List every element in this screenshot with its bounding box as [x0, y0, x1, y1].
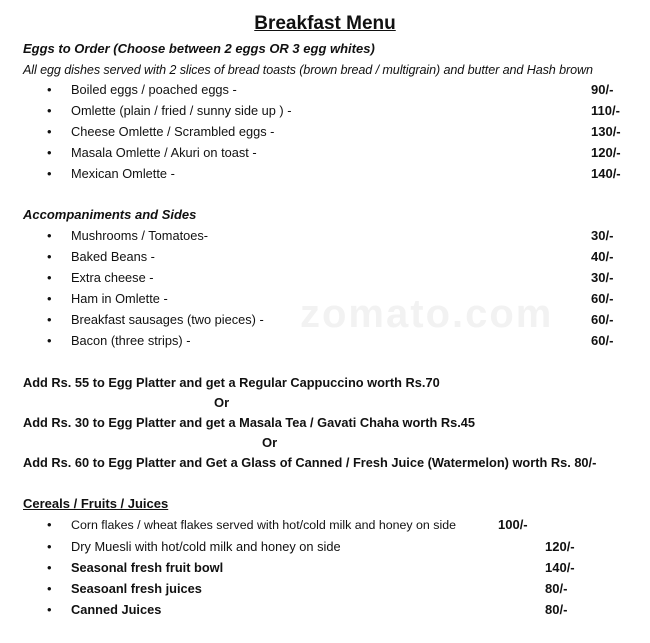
bullet-icon: •	[47, 333, 52, 348]
zomato-watermark: zomato.com	[300, 292, 554, 336]
bullet-icon: •	[47, 249, 52, 264]
menu-item-price: 100/-	[498, 517, 528, 532]
eggs-note: All egg dishes served with 2 slices of bread toasts (brown bread / multigrain) and butter and Hash brown	[23, 63, 593, 77]
menu-item-name: Boiled eggs / poached eggs -	[71, 82, 237, 97]
bullet-icon: •	[47, 82, 52, 97]
or-separator: Or	[214, 395, 230, 410]
menu-item-price: 60/-	[591, 291, 614, 306]
menu-item-name: Ham in Omlette -	[71, 291, 168, 306]
page-title: Breakfast Menu	[254, 13, 396, 34]
menu-item-price: 30/-	[591, 270, 614, 285]
bullet-icon: •	[47, 270, 52, 285]
cereals-heading: Cereals / Fruits / Juices	[23, 496, 169, 511]
bullet-icon: •	[47, 602, 52, 617]
bullet-icon: •	[47, 228, 52, 243]
addon-line: Add Rs. 30 to Egg Platter and get a Masala Tea / Gavati Chaha worth Rs.45	[23, 415, 476, 430]
menu-item-price: 120/-	[545, 539, 575, 554]
menu-item-price: 130/-	[591, 124, 621, 139]
menu-item-name: Baked Beans -	[71, 249, 155, 264]
menu-item-name: Omlette (plain / fried / sunny side up ) -	[71, 103, 292, 118]
menu-item-name: Mushrooms / Tomatoes-	[71, 228, 209, 243]
menu-item-price: 140/-	[545, 560, 575, 575]
menu-item-name: Dry Muesli with hot/cold milk and honey on side	[71, 539, 341, 554]
menu-item-name: Breakfast sausages (two pieces) -	[71, 312, 264, 327]
or-separator: Or	[262, 435, 278, 450]
sides-heading: Accompaniments and Sides	[23, 207, 197, 222]
menu-item-price: 60/-	[591, 312, 614, 327]
menu-item-name: Seasonal fresh fruit bowl	[71, 560, 224, 575]
menu-item-name: Cheese Omlette / Scrambled eggs -	[71, 124, 275, 139]
menu-item-name: Bacon (three strips) -	[71, 333, 191, 348]
menu-item-name: Masala Omlette / Akuri on toast -	[71, 145, 257, 160]
menu-item-price: 110/-	[591, 103, 620, 118]
bullet-icon: •	[47, 312, 52, 327]
menu-item-price: 60/-	[591, 333, 614, 348]
bullet-icon: •	[47, 124, 52, 139]
menu-item-price: 80/-	[545, 602, 568, 617]
menu-item-name: Mexican Omlette -	[71, 166, 175, 181]
menu-item-price: 80/-	[545, 581, 568, 596]
eggs-heading: Eggs to Order (Choose between 2 eggs OR 3 egg whites)	[23, 41, 375, 56]
menu-item-price: 30/-	[591, 228, 614, 243]
bullet-icon: •	[47, 517, 52, 532]
bullet-icon: •	[47, 291, 52, 306]
menu-item-name: Corn flakes / wheat flakes served with hot/cold milk and honey on side	[71, 518, 456, 532]
menu-item-price: 120/-	[591, 145, 621, 160]
menu-item-name: Extra cheese -	[71, 270, 154, 285]
bullet-icon: •	[47, 539, 52, 554]
addon-line: Add Rs. 60 to Egg Platter and Get a Glass of Canned / Fresh Juice (Watermelon) worth Rs. 80/-	[23, 455, 597, 470]
menu-item-name: Seasoanl fresh juices	[71, 581, 202, 596]
menu-item-price: 90/-	[591, 82, 614, 97]
menu-item-price: 40/-	[591, 249, 614, 264]
bullet-icon: •	[47, 166, 52, 181]
bullet-icon: •	[47, 145, 52, 160]
bullet-icon: •	[47, 581, 52, 596]
menu-item-name: Canned Juices	[71, 602, 162, 617]
menu-item-price: 140/-	[591, 166, 621, 181]
addon-line: Add Rs. 55 to Egg Platter and get a Regular Cappuccino worth Rs.70	[23, 375, 440, 390]
bullet-icon: •	[47, 103, 52, 118]
bullet-icon: •	[47, 560, 52, 575]
